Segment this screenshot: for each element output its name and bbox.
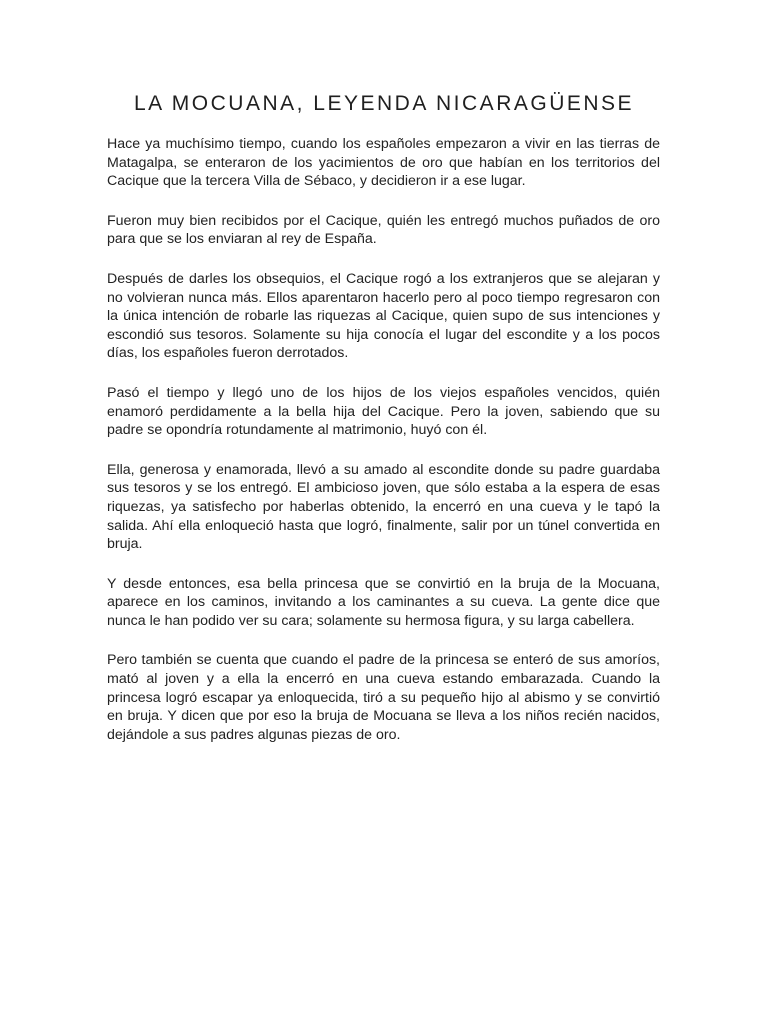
paragraph: Fueron muy bien recibidos por el Cacique, quién les entregó muchos puñados de oro para que se los enviaran al rey de España. [107,212,660,248]
paragraph: Ella, generosa y enamorada, llevó a su amado al escondite donde su padre guardaba sus tesoros y se los entregó. El ambicioso joven, que sólo estaba a la espera de esas riquezas, ya satisfecho por haberlas obtenido, la encerró en una cueva y le tapó la salida. Ahí ella enloqueció hasta que logró, finalmente, salir por un túnel convertida en bruja. [107,461,660,553]
paragraph: Pero también se cuenta que cuando el padre de la princesa se enteró de sus amoríos, mató al joven y a ella la encerró en una cueva estando embarazada. Cuando la princesa logró escapar ya enloquecida, tiró a su pequeño hijo al abismo y se convirtió en bruja. Y dicen que por eso la bruja de Mocuana se lleva a los niños recién nacidos, dejándole a sus padres algunas piezas de oro. [107,652,660,743]
paragraph: Pasó el tiempo y llegó uno de los hijos de los viejos españoles vencidos, quién enamoró perdidamente a la bella hija del Cacique. Pero la joven, sabiendo que su padre se opondría rotundamente al matrimonio, huyó con él. [107,384,660,439]
paragraph: Y desde entonces, esa bella princesa que se convirtió en la bruja de la Mocuana, aparece en los caminos, invitando a los caminantes a su cueva. La gente dice que nunca le han podido ver su cara; solamente su hermosa figura, y su larga cabellera. [107,575,660,629]
document-title: LA MOCUANA, LEYENDA NICARAGÜENSE [133,92,635,115]
paragraph: Hace ya muchísimo tiempo, cuando los españoles empezaron a vivir en las tierras de Matagalpa, se enteraron de los yacimientos de oro que habían en los territorios del Cacique que la tercera Villa de Sébaco, y decidieron ir a ese lugar. [107,136,660,190]
document-body [107,135,660,765]
paragraph: Después de darles los obsequios, el Cacique rogó a los extranjeros que se alejaran y no volvieran nunca más. Ellos aparentaron hacerlo pero al poco tiempo regresaron con la única intención de robarle las riquezas al Cacique, quien supo de sus intenciones y escondió sus tesoros. Solamente su hija conocía el lugar del escondite y a los pocos días, los españoles fueron derrotados. [107,270,660,362]
